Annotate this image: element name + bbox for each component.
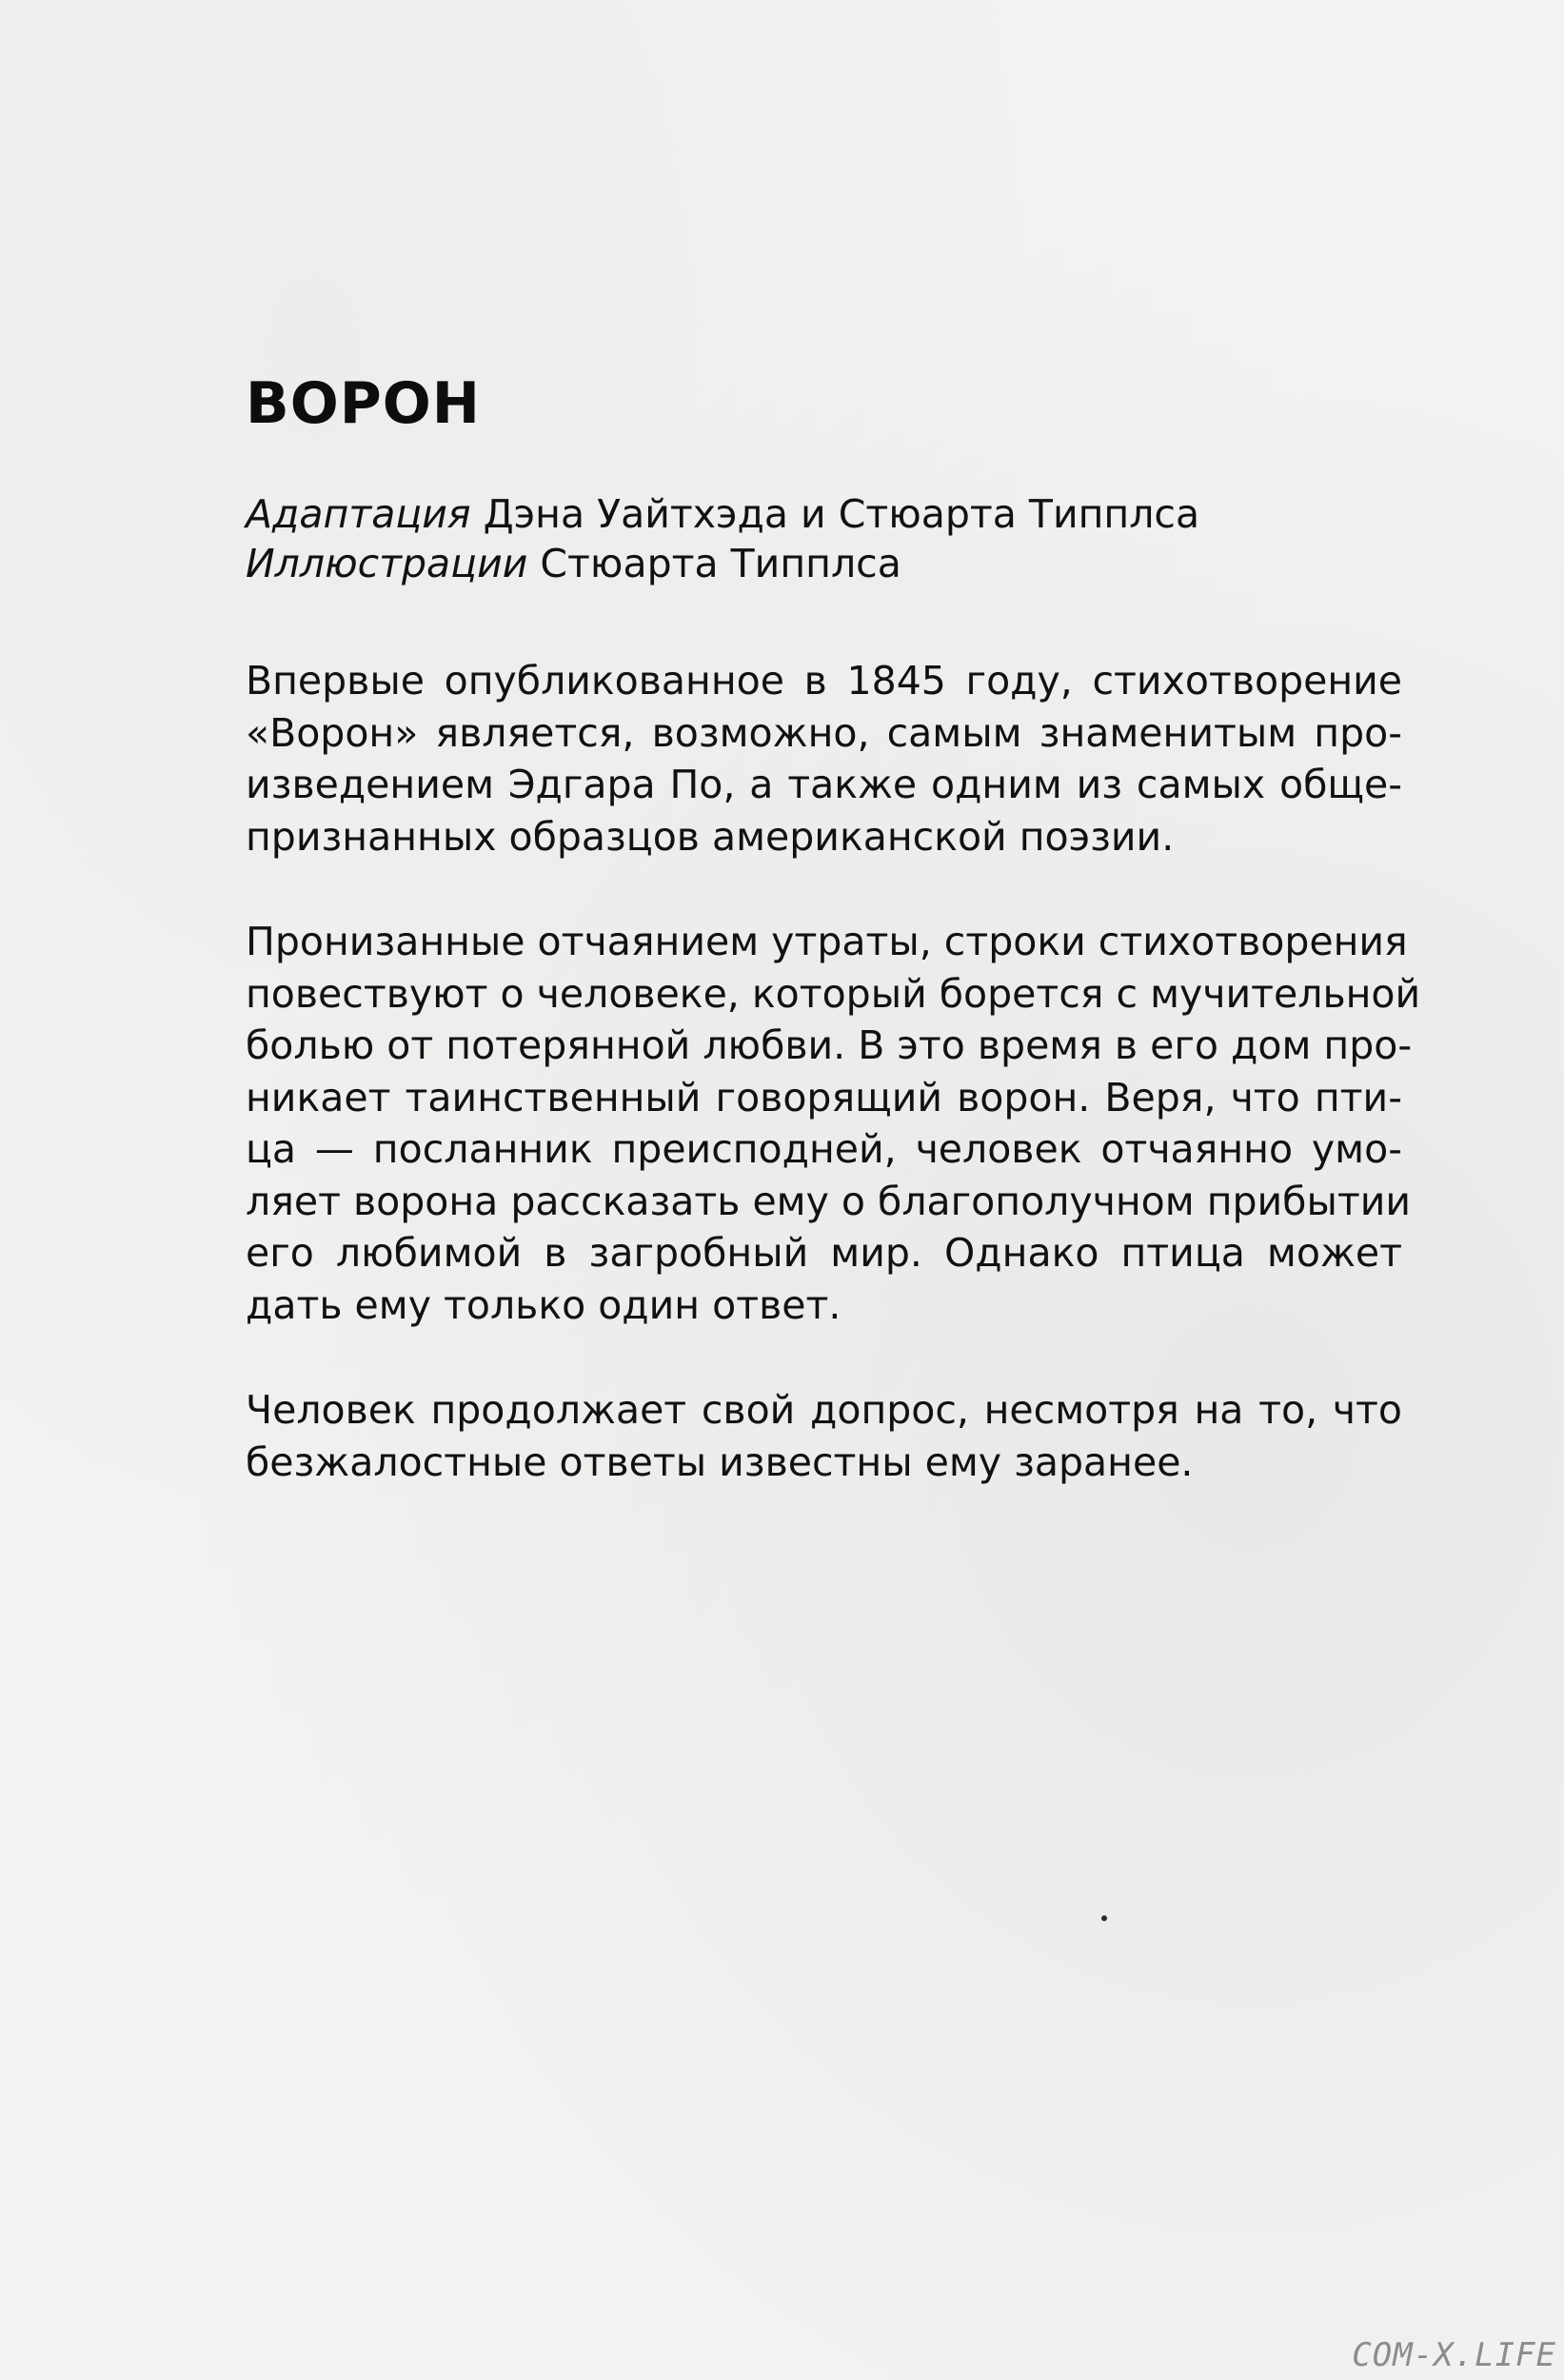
text-line: повествуют о человеке, который борется с мучительной [246,970,1421,1017]
credit-names: Дэна Уайтхэда и Стюарта Типплса [483,491,1200,537]
ink-speck [1101,1915,1107,1921]
paragraph-closing [246,1384,1402,1488]
text-line: безжалостные ответы известны ему заранее. [246,1438,1194,1485]
paragraph-intro [246,655,1402,863]
page-title: ВОРОН [246,370,481,437]
text-line: Человек продолжает свой допрос, несмотря на то, что [246,1387,1402,1433]
credits-block [246,489,1402,588]
text-line: никает таинственный говорящий ворон. Веря, что пти- [246,1074,1402,1121]
text-line: его любимой в загробный мир. Однако птица может [246,1230,1402,1276]
credit-adaptation [246,489,1402,539]
text-line: ца — посланник преисподней, человек отчаянно умо- [246,1126,1402,1172]
credit-role: Адаптация [246,491,471,537]
text-line: болью от потерянной любви. В это время в его дом про- [246,1022,1413,1068]
text-line: «Ворон» является, возможно, самым знаменитым про- [246,709,1402,756]
text-line: изведением Эдгара По, а также одним из самых обще- [246,762,1402,807]
credit-role: Иллюстрации [246,541,528,586]
page-content [246,369,1421,1541]
text-line: признанных образцов американской поэзии. [246,813,1175,860]
text-line: Впервые опубликованное в 1845 году, стихотворение [246,658,1402,704]
text-line: Пронизанные отчаянием утраты, строки стихотворения [246,919,1408,964]
text-line: дать ему только один ответ. [246,1281,841,1328]
watermark: COM-X.LIFE [1352,2336,1556,2374]
credit-illustrations [246,539,1402,588]
paragraph-summary [246,916,1421,1331]
credit-names: Стюарта Типплса [540,541,901,586]
text-line: ляет ворона рассказать ему о благополучном прибытии [246,1178,1412,1224]
